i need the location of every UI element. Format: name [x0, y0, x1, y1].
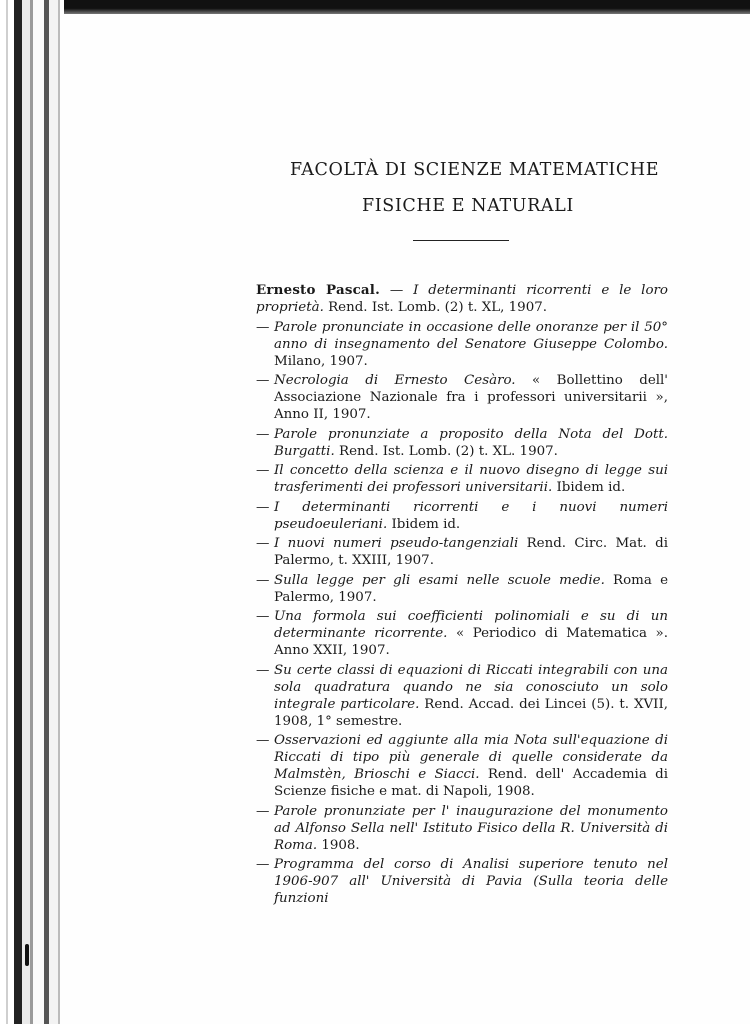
entry-dash: —	[256, 463, 270, 478]
book-binding-edge	[0, 0, 64, 1024]
publication-entry	[256, 535, 668, 569]
entry-dash: —	[256, 319, 270, 335]
entry-title: Programma del corso di Analisi superiore tenuto nel 1906-907 all' Università di Pavia (Sulla teoria delle funzioni	[274, 857, 668, 906]
entry-dash: —	[389, 283, 404, 298]
publication-entry	[256, 732, 668, 800]
entry-dash: —	[256, 536, 270, 551]
entry-dash: —	[256, 733, 270, 748]
author-name: Ernesto Pascal.	[256, 282, 380, 298]
publication-entry	[256, 462, 668, 496]
publication-entry	[256, 319, 668, 370]
entry-dash: —	[256, 426, 270, 442]
heading-rule	[413, 240, 509, 241]
publication-entry	[256, 426, 668, 460]
entry-dash: —	[256, 662, 270, 678]
entry-source: Ibidem id.	[552, 480, 626, 495]
entry-dash: —	[256, 499, 270, 515]
entry-dash: —	[256, 572, 270, 588]
entry-source: Rend. Ist. Lomb. (2) t. XL. 1907.	[334, 443, 558, 459]
entry-dash: —	[256, 609, 270, 624]
publication-list	[256, 282, 668, 910]
entry-title: Osservazioni ed aggiunte alla mia Nota sull'equazione di Riccati di tipo più generale di quelle considerate da Malmstèn, Brioschi e Siacci.	[274, 733, 668, 782]
entry-source: Rend. Accad. dei Lincei (5). t. XVII, 1908, 1° semestre.	[274, 696, 668, 729]
heading-line-1: FACOLTÀ DI SCIENZE MATEMATICHE	[290, 160, 660, 180]
entry-title: Sulla legge per gli esami nelle scuole medie.	[274, 572, 605, 588]
entry-title: Necrologia di Ernesto Cesàro.	[274, 373, 516, 388]
entry-source: Ibidem id.	[387, 516, 461, 532]
entry-title: Il concetto della scienza e il nuovo disegno di legge sui trasferimenti dei professori universitarii.	[274, 463, 668, 495]
entry-source: 1908.	[317, 837, 360, 853]
entry-title: Parole pronunziate per l' inaugurazione del monumento ad Alfonso Sella nell' Istituto Fisico della R. Università di Roma.	[274, 803, 668, 853]
publication-entry	[256, 372, 668, 423]
entry-source: « Bollettino dell' Associazione Nazionale fra i professori universitarii », Anno II, 1907.	[274, 373, 668, 422]
publication-entry	[256, 662, 668, 730]
binding-mark	[25, 944, 29, 966]
scan-top-edge	[0, 0, 750, 14]
publication-entry	[256, 499, 668, 533]
entry-dash: —	[256, 857, 270, 872]
entry-source: Roma e Palermo, 1907.	[274, 572, 668, 605]
entry-source: Rend. Circ. Mat. di Palermo, t. XXIII, 1907.	[274, 536, 669, 568]
publication-entry	[256, 572, 668, 606]
entry-source: Milano, 1907.	[274, 353, 368, 369]
entry-title: Parole pronunziate a proposito della Nota del Dott. Burgatti.	[274, 426, 668, 459]
entry-source: Rend. dell' Accademia di Scienze fisiche e mat. di Napoli, 1908.	[274, 767, 668, 799]
publication-entry	[256, 856, 668, 907]
publication-entry	[256, 608, 668, 659]
entry-title: Su certe classi di equazioni di Riccati integrabili con una sola quadratura quando ne sia conosciuto un solo integrale particolare.	[274, 662, 668, 712]
entry-title: I nuovi numeri pseudo-tangenziali	[274, 536, 519, 551]
entry-title: I determinanti ricorrenti e le loro proprietà.	[256, 283, 668, 315]
entry-dash: —	[256, 373, 270, 388]
entry-source: Rend. Ist. Lomb. (2) t. XL, 1907.	[323, 300, 547, 315]
entry-source: « Periodico di Matematica ». Anno XXII, 1907.	[274, 626, 668, 658]
publication-entry	[256, 803, 668, 854]
heading-line-2: FISICHE E NATURALI	[362, 196, 574, 216]
entry-dash: —	[256, 803, 270, 819]
entry-title: Parole pronunciate in occasione delle onoranze per il 50° anno di insegnamento del Senatore Giuseppe Colombo.	[274, 319, 668, 352]
publication-entry	[256, 282, 668, 316]
entry-title: I determinanti ricorrenti e i nuovi numeri pseudoeuleriani.	[274, 499, 668, 532]
entry-title: Una formola sui coefficienti polinomiali e su di un determinante ricorrente.	[274, 609, 668, 641]
